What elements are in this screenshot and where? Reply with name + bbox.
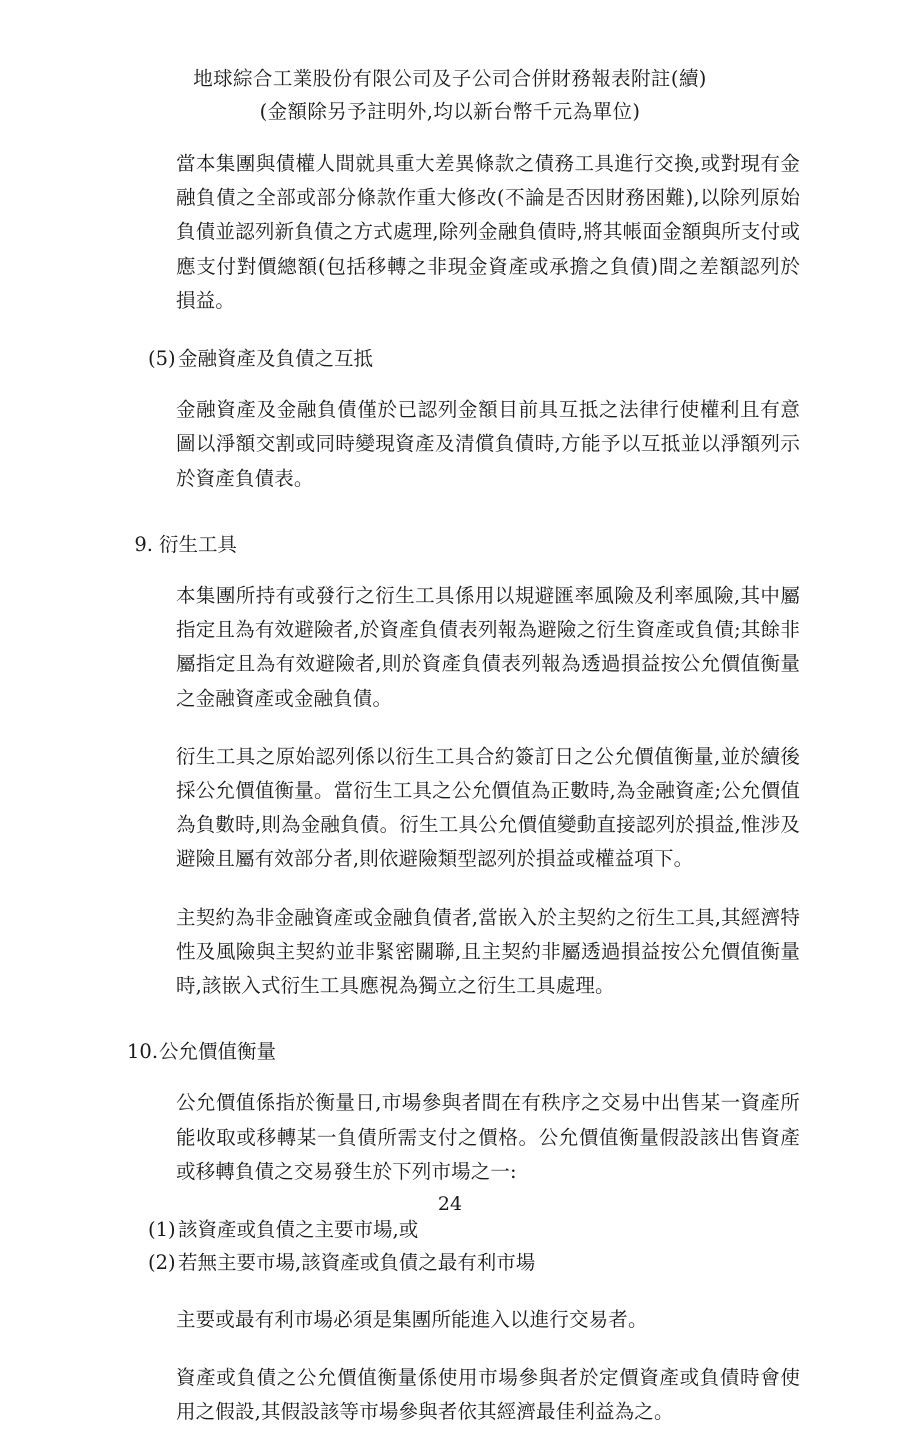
paragraph-derecognition: 當本集團與債權人間就具重大差異條款之債務工具進行交換,或對現有金融負債之全部或部分條款作重大修改(不論是否因財務困難),以除列原始負債並認列新負債之方式處理,除列金融負債時,將其帳面金額與所支付或應支付對價總額(包括移轉之非現金資產或承擔之負債)間之差額認列於損益。: [176, 152, 800, 312]
section-10-title: 公允價值衡量: [159, 1040, 277, 1064]
market-item-2-text: 若無主要市場,該資產或負債之最有利市場: [178, 1251, 536, 1275]
subsection-5-number: (5): [148, 347, 176, 371]
spacer: [104, 1279, 800, 1303]
spacer: [104, 496, 800, 528]
section-9-title: 衍生工具: [159, 532, 238, 556]
spacer: [104, 1003, 800, 1035]
spacer: [104, 877, 800, 901]
list-item: [148, 1213, 800, 1246]
document-header: [0, 62, 900, 128]
subsection-5-title: 金融資產及負債之互抵: [178, 347, 374, 371]
section-10-heading: [127, 1035, 800, 1069]
spacer: [104, 1337, 800, 1361]
page-number: 24: [437, 1193, 463, 1215]
market-item-2-number: (2): [148, 1251, 176, 1275]
header-title-line-1: 地球綜合工業股份有限公司及子公司合併財務報表附註(續): [193, 67, 707, 90]
header-subtitle-line-2: (金額除另予註明外,均以新台幣千元為單位): [259, 100, 641, 123]
section-9-paragraph-3: 主契約為非金融資產或金融負債者,當嵌入於主契約之衍生工具,其經濟特性及風險與主契約並非緊密關聯,且主契約非屬透過損益按公允價值衡量時,該嵌入式衍生工具應視為獨立之衍生工具處理。: [176, 905, 800, 998]
document-body: [104, 147, 800, 1430]
market-item-1-text: 該資產或負債之主要市場,或: [178, 1218, 419, 1242]
spacer: [104, 716, 800, 740]
subsection-5-heading: [148, 342, 800, 376]
section-10-paragraph-1: 公允價值係指於衡量日,市場參與者間在有秩序之交易中出售某一資產所能收取或移轉某一負債所需支付之價格。公允價值衡量假設該出售資產或移轉負債之交易發生於下列市場之一:: [176, 1091, 800, 1183]
spacer: [104, 562, 800, 579]
spacer: [104, 318, 800, 342]
section-9-heading: [127, 528, 800, 562]
section-9-paragraph-1: 本集團所持有或發行之衍生工具係用以規避匯率風險及利率風險,其中屬指定且為有效避險者,於資產負債表列報為避險之衍生資產或負債;其餘非屬指定且為有效避險者,則於資產負債表列報為透過損益按公允價值衡量之金融資產或金融負債。: [176, 584, 800, 710]
section-10-number: 10.: [127, 1040, 159, 1064]
section-10-paragraph-3: 資產或負債之公允價值衡量係使用市場參與者於定價資產或負債時會使用之假設,其假設該等市場參與者依其經濟最佳利益為之。: [176, 1366, 800, 1424]
list-item: [148, 1246, 800, 1279]
spacer: [104, 376, 800, 393]
spacer: [104, 1069, 800, 1086]
section-10-paragraph-2: 主要或最有利市場必須是集團所能進入以進行交易者。: [176, 1308, 648, 1332]
section-9-paragraph-2: 衍生工具之原始認列係以衍生工具合約簽訂日之公允價值衡量,並於續後採公允價值衡量。當衍生工具之公允價值為正數時,為金融資產;公允價值為負數時,則為金融負債。衍生工具公允價值變動直接認列於損益,惟涉及避險且屬有效部分者,則依避險類型認列於損益或權益項下。: [176, 744, 800, 871]
subsection-5-body: 金融資產及金融負債僅於已認列金額目前具互抵之法律行使權利且有意圖以淨額交割或同時變現資產及清償負債時,方能予以互抵並以淨額列示於資產負債表。: [176, 398, 800, 490]
market-item-1-number: (1): [148, 1218, 176, 1242]
section-9-number: 9.: [134, 532, 153, 556]
